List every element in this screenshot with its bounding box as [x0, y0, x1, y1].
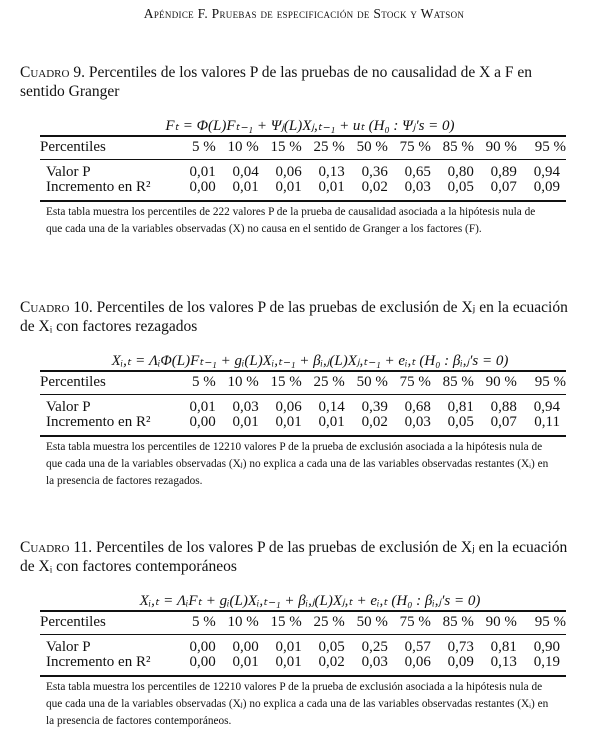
percentile-header: 10 % — [216, 371, 259, 395]
cell-value: 0,25 — [361, 639, 388, 655]
percentile-header: 15 % — [259, 611, 302, 635]
cell-value: 0,05 — [431, 415, 474, 436]
percentile-header: 50 % — [345, 136, 388, 160]
row-label: Valor P — [46, 639, 91, 655]
row-label: Incremento en R² — [40, 655, 173, 676]
percentile-header: 10 % — [216, 136, 259, 160]
cell-value: 0,00 — [232, 639, 259, 655]
percentile-table — [40, 135, 566, 202]
cell-value: 0,39 — [361, 399, 388, 415]
row-label: Valor P — [46, 399, 91, 415]
cell-value: 0,90 — [533, 639, 560, 655]
cell-value: 0,89 — [490, 164, 517, 180]
table-block-cuadro-11 — [20, 538, 580, 730]
cell-value: 0,09 — [431, 655, 474, 676]
table-note: Esta tabla muestra los percentiles de 222 valores P de la prueba de causalidad asociada a la hipótesis nula de que cada una de la variables observadas (X) no causa en el sentido de Granger a los factores (F). — [46, 206, 536, 235]
row-label: Valor P — [46, 164, 91, 180]
cell-value: 0,02 — [345, 415, 388, 436]
percentile-header: 90 % — [474, 371, 517, 395]
cell-value: 0,57 — [404, 639, 431, 655]
percentile-header: 15 % — [259, 371, 302, 395]
caption-number: Cuadro 10. — [20, 299, 93, 316]
table-row — [40, 415, 566, 436]
cell-value: 0,06 — [275, 164, 302, 180]
row-label: Incremento en R² — [40, 180, 173, 201]
cell-value: 0,06 — [275, 399, 302, 415]
caption-text: Percentiles de los valores P de las pruebas de exclusión de Xⱼ en la ecuación de Xᵢ con factores contemporáneos — [20, 539, 568, 575]
table-row — [40, 395, 566, 416]
cell-value: 0,01 — [302, 415, 345, 436]
cell-value: 0,02 — [302, 655, 345, 676]
cell-value: 0,13 — [474, 655, 517, 676]
cell-value: 0,03 — [388, 180, 431, 201]
cell-value: 0,81 — [490, 639, 517, 655]
cell-value: 0,03 — [232, 399, 259, 415]
cell-value: 0,07 — [474, 180, 517, 201]
header-row — [40, 136, 566, 160]
cell-value: 0,01 — [216, 180, 259, 201]
percentile-header: 85 % — [431, 136, 474, 160]
cell-value: 0,07 — [474, 415, 517, 436]
cell-value: 0,04 — [232, 164, 259, 180]
cell-value: 0,00 — [173, 180, 216, 201]
percentile-header: 95 % — [517, 136, 566, 160]
table-row — [40, 180, 566, 201]
header-row — [40, 611, 566, 635]
percentile-header: 50 % — [345, 611, 388, 635]
percentile-header: 75 % — [388, 611, 431, 635]
cell-value: 0,13 — [318, 164, 345, 180]
cell-value: 0,01 — [259, 655, 302, 676]
cell-value: 0,11 — [517, 415, 566, 436]
percentile-header: 15 % — [259, 136, 302, 160]
cell-value: 0,68 — [404, 399, 431, 415]
table-note: Esta tabla muestra los percentiles de 12210 valores P de la prueba de exclusión asociada a la hipótesis nula de que cada una de la variables observadas (Xⱼ) no explica a cada una de las variables observadas restantes (Xᵢ) en la presencia de factores contemporáneos. — [46, 681, 549, 727]
cell-value: 0,01 — [275, 639, 302, 655]
percentile-header: 5 % — [173, 371, 216, 395]
cell-value: 0,00 — [173, 655, 216, 676]
cell-value: 0,94 — [533, 164, 560, 180]
percentile-header: 85 % — [431, 371, 474, 395]
percentile-header: 90 % — [474, 611, 517, 635]
cell-value: 0,73 — [447, 639, 474, 655]
cell-value: 0,05 — [431, 180, 474, 201]
caption-text: Percentiles de los valores P de las pruebas de exclusión de Xⱼ en la ecuación de Xᵢ con factores rezagados — [20, 299, 568, 335]
table-block-cuadro-10 — [20, 298, 580, 490]
caption-number: Cuadro 9. — [20, 64, 85, 81]
cell-value: 0,01 — [302, 180, 345, 201]
cell-value: 0,94 — [533, 399, 560, 415]
percentile-header: 25 % — [302, 371, 345, 395]
running-header: Apéndice F. Pruebas de especificación de Stock y Watson — [143, 6, 465, 21]
table-row — [40, 160, 566, 181]
percentile-header: 75 % — [388, 371, 431, 395]
cell-value: 0,65 — [404, 164, 431, 180]
cell-value: 0,81 — [447, 399, 474, 415]
header-label: Percentiles — [40, 611, 173, 635]
caption-text: Percentiles de los valores P de las pruebas de no causalidad de X a F en sentido Granger — [20, 64, 533, 100]
model-equation: Fₜ = Φ(L)Fₜ₋₁ + Ψⱼ(L)Xⱼ,ₜ₋₁ + uₜ (H₀ : Ψⱼ′s = 0) — [165, 118, 455, 134]
percentile-header: 5 % — [173, 136, 216, 160]
table-block-cuadro-9 — [20, 63, 580, 238]
percentile-header: 90 % — [474, 136, 517, 160]
cell-value: 0,19 — [517, 655, 566, 676]
cell-value: 0,01 — [216, 655, 259, 676]
cell-value: 0,01 — [259, 415, 302, 436]
cell-value: 0,03 — [388, 415, 431, 436]
table-note: Esta tabla muestra los percentiles de 12210 valores P de la prueba de exclusión asociada a la hipótesis nula de que cada una de la variables observadas (Xⱼ) no explica a cada una de las variables observadas restantes (Xᵢ) en la presencia de factores rezagados. — [46, 441, 549, 487]
cell-value: 0,01 — [259, 180, 302, 201]
caption-number: Cuadro 11. — [20, 539, 93, 556]
cell-value: 0,06 — [388, 655, 431, 676]
cell-value: 0,09 — [517, 180, 566, 201]
cell-value: 0,01 — [216, 415, 259, 436]
percentile-table — [40, 370, 566, 437]
cell-value: 0,01 — [189, 164, 216, 180]
row-label: Incremento en R² — [40, 415, 173, 436]
cell-value: 0,02 — [345, 180, 388, 201]
percentile-header: 75 % — [388, 136, 431, 160]
table-caption — [20, 298, 580, 336]
percentile-header: 50 % — [345, 371, 388, 395]
table-caption — [20, 63, 580, 101]
percentile-header: 5 % — [173, 611, 216, 635]
header-label: Percentiles — [40, 136, 173, 160]
percentile-header: 25 % — [302, 611, 345, 635]
percentile-table — [40, 610, 566, 677]
header-label: Percentiles — [40, 371, 173, 395]
cell-value: 0,88 — [490, 399, 517, 415]
percentile-header: 10 % — [216, 611, 259, 635]
model-equation: Xᵢ,ₜ = ΛᵢFₜ + gᵢ(L)Xᵢ,ₜ₋₁ + βᵢ,ⱼ(L)Xⱼ,ₜ + eᵢ,ₜ (H₀ : βᵢ,ⱼ′s = 0) — [139, 593, 481, 609]
cell-value: 0,05 — [318, 639, 345, 655]
cell-value: 0,80 — [447, 164, 474, 180]
cell-value: 0,01 — [189, 399, 216, 415]
cell-value: 0,14 — [318, 399, 345, 415]
table-caption — [20, 538, 580, 576]
cell-value: 0,03 — [345, 655, 388, 676]
table-row — [40, 655, 566, 676]
percentile-header: 25 % — [302, 136, 345, 160]
percentile-header: 85 % — [431, 611, 474, 635]
cell-value: 0,00 — [173, 415, 216, 436]
model-equation: Xᵢ,ₜ = ΛᵢΦ(L)Fₜ₋₁ + gᵢ(L)Xᵢ,ₜ₋₁ + βᵢ,ⱼ(L)Xⱼ,ₜ₋₁ + eᵢ,ₜ (H₀ : βᵢ,ⱼ′s = 0) — [111, 353, 509, 369]
percentile-header: 95 % — [517, 611, 566, 635]
percentile-header: 95 % — [517, 371, 566, 395]
cell-value: 0,36 — [361, 164, 388, 180]
table-row — [40, 635, 566, 656]
header-row — [40, 371, 566, 395]
cell-value: 0,00 — [189, 639, 216, 655]
